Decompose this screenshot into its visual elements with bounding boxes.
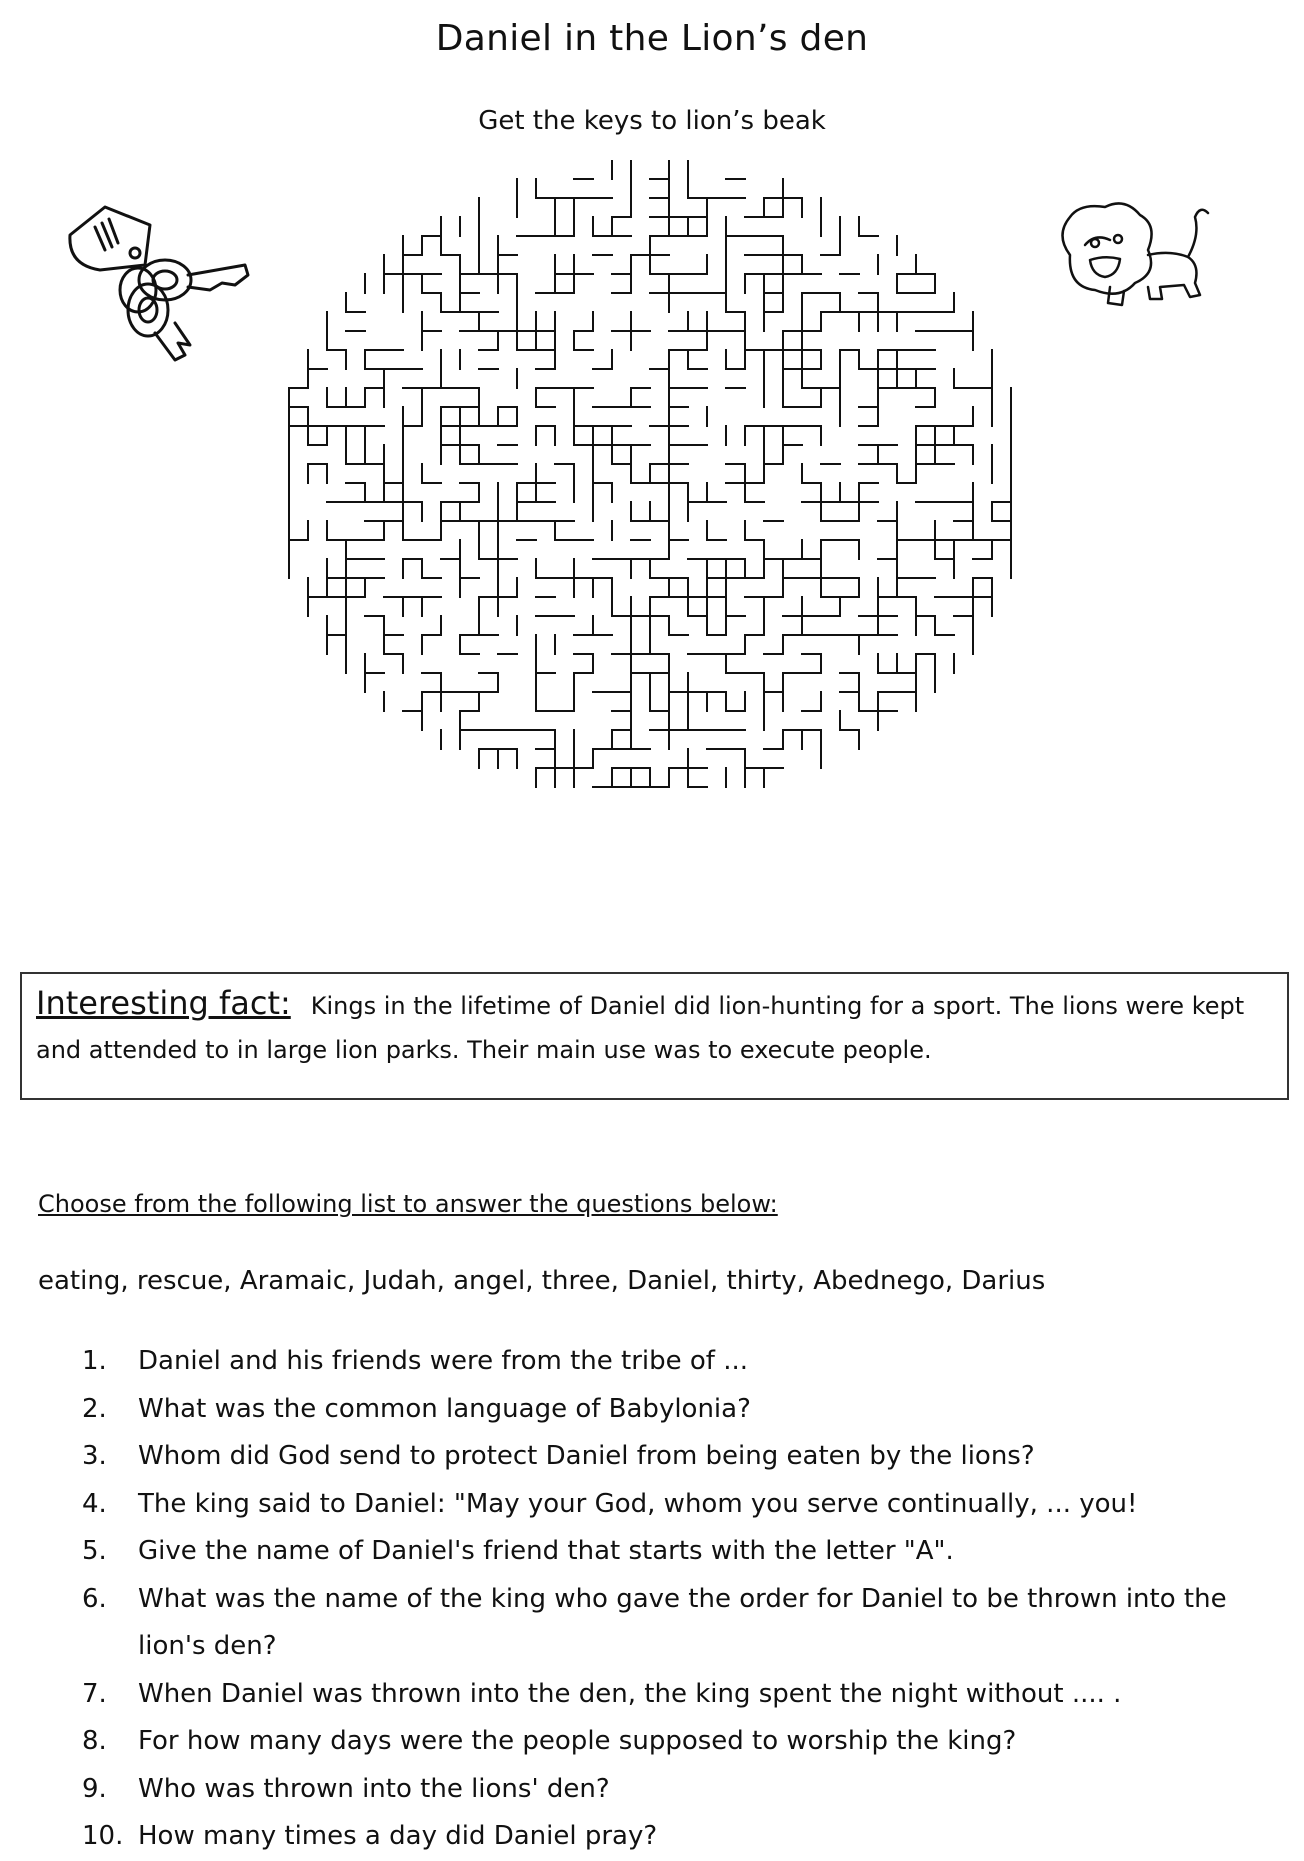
question-number: 6. (82, 1583, 107, 1614)
question-item (82, 1671, 1282, 1719)
question-item (82, 1481, 1282, 1529)
question-number: 5. (82, 1536, 107, 1566)
page-title: Daniel in the Lion’s den (435, 18, 869, 59)
lion-icon (1050, 195, 1210, 325)
question-number: 8. (82, 1726, 107, 1756)
question-item (82, 1528, 1282, 1576)
question-text: When Daniel was thrown into the den, the king spent the night without .... . (138, 1678, 1122, 1709)
question-text: Give the name of Daniel's friend that starts with the letter "A". (138, 1536, 954, 1566)
question-number: 4. (82, 1488, 107, 1519)
question-item (82, 1718, 1282, 1766)
question-text: How many times a day did Daniel pray? (138, 1821, 658, 1851)
question-text: Whom did God send to protect Daniel from being eaten by the lions? (138, 1441, 1035, 1471)
fact-text: Kings in the lifetime of Daniel did lion-hunting for a sport. The lions were kept and attended to in large lion parks. Their main use was to execute people. (36, 992, 1245, 1064)
question-item (82, 1766, 1282, 1814)
question-list (82, 1338, 1282, 1861)
question-item (82, 1338, 1282, 1386)
question-text: Daniel and his friends were from the tribe of ... (138, 1346, 749, 1376)
page-subtitle: Get the keys to lion’s beak (478, 106, 826, 136)
question-number: 3. (82, 1441, 107, 1471)
question-text: What was the name of the king who gave the order for Daniel to be thrown into the lion's den? (138, 1583, 1227, 1661)
question-number: 1. (82, 1346, 107, 1376)
instructions: Choose from the following list to answer the questions below: (38, 1190, 778, 1218)
question-number: 7. (82, 1678, 107, 1709)
question-number: 2. (82, 1393, 107, 1424)
question-item (82, 1386, 1282, 1434)
question-item (82, 1813, 1282, 1861)
keys-icon (60, 195, 260, 365)
question-text: For how many days were the people supposed to worship the king? (138, 1726, 1017, 1756)
question-text: What was the common language of Babylonia? (138, 1393, 751, 1424)
question-number: 9. (82, 1773, 107, 1804)
maze (270, 160, 1030, 800)
word-bank: eating, rescue, Aramaic, Judah, angel, three, Daniel, thirty, Abednego, Darius (38, 1266, 1046, 1296)
question-text: The king said to Daniel: "May your God, whom you serve continually, ... you! (138, 1488, 1138, 1519)
question-text: Who was thrown into the lions' den? (138, 1773, 610, 1804)
interesting-fact-box (20, 972, 1289, 1100)
question-item (82, 1433, 1282, 1481)
question-number: 10. (82, 1821, 124, 1851)
question-item (82, 1576, 1282, 1671)
maze-walls (289, 160, 1011, 787)
fact-heading: Interesting fact: (36, 984, 291, 1022)
